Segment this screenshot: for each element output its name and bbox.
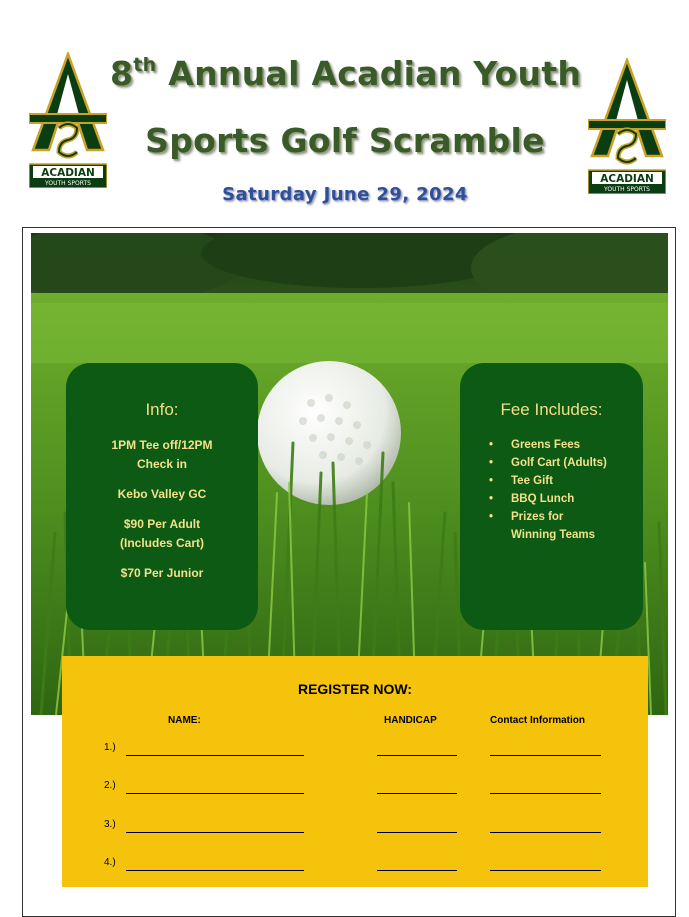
handicap-field-line[interactable] — [377, 870, 457, 871]
info-venue-line: Kebo Valley GC — [117, 487, 207, 501]
info-tee-time — [66, 436, 258, 474]
fee-list — [489, 436, 611, 544]
row-number: 2.) — [104, 780, 116, 791]
register-row — [62, 857, 648, 873]
register-title: REGISTER NOW: — [297, 681, 413, 697]
event-date: Saturday June 29, 2024 — [222, 184, 468, 205]
page-title-line-1 — [110, 54, 580, 93]
info-panel-title: Info: — [145, 400, 179, 419]
register-section — [62, 656, 648, 887]
ays-logo-left — [29, 52, 107, 188]
register-row — [62, 742, 648, 758]
title-ordinal-suffix: th — [133, 54, 157, 76]
info-adult-price-line-1: $90 Per Adult — [123, 517, 201, 531]
logo-left-name: ACADIAN — [41, 167, 95, 179]
handicap-field-line[interactable] — [377, 755, 457, 756]
fee-item-tee-gift: • Tee Gift — [489, 472, 611, 490]
info-panel — [66, 363, 258, 630]
register-row — [62, 819, 648, 835]
info-tee-time-line-1: 1PM Tee off/12PM — [111, 438, 213, 452]
row-number: 1.) — [104, 742, 116, 753]
logo-right-name: ACADIAN — [600, 173, 654, 185]
handicap-field-line[interactable] — [377, 832, 457, 833]
column-header-contact: Contact Information — [490, 715, 585, 726]
info-junior-price-line: $70 Per Junior — [120, 566, 204, 580]
handicap-field-line[interactable] — [377, 793, 457, 794]
info-adult-price-line-2: (Includes Cart) — [119, 536, 204, 550]
row-number: 3.) — [104, 819, 116, 830]
info-panel-lines — [66, 436, 258, 594]
info-tee-time-line-2: Check in — [136, 457, 187, 471]
fee-panel-title: Fee Includes: — [500, 400, 603, 419]
contact-field-line[interactable] — [490, 832, 601, 833]
contact-field-line[interactable] — [490, 793, 601, 794]
info-adult-price — [66, 515, 258, 553]
row-number: 4.) — [104, 857, 116, 868]
column-header-name: NAME: — [168, 715, 201, 726]
fee-includes-panel — [460, 363, 643, 630]
column-header-handicap: HANDICAP — [384, 715, 437, 726]
title-line-1-text: Annual Acadian Youth — [168, 54, 582, 93]
fee-item-golf-cart: • Golf Cart (Adults) — [489, 454, 611, 472]
name-field-line[interactable] — [126, 755, 304, 756]
logo-right-subtitle: YOUTH SPORTS — [604, 186, 650, 193]
info-junior-price — [66, 564, 258, 583]
ays-logo-right — [588, 58, 666, 194]
fee-item-prizes: • Prizes for Winning Teams — [489, 508, 611, 544]
page-title-line-2: Sports Golf Scramble — [145, 121, 545, 160]
register-row — [62, 780, 648, 796]
title-ordinal-number: 8 — [110, 54, 134, 93]
fee-item-bbq-lunch: • BBQ Lunch — [489, 490, 611, 508]
fee-item-greens-fees: • Greens Fees — [489, 436, 611, 454]
name-field-line[interactable] — [126, 832, 304, 833]
logo-left-subtitle: YOUTH SPORTS — [45, 180, 91, 187]
contact-field-line[interactable] — [490, 755, 601, 756]
info-venue — [66, 485, 258, 504]
name-field-line[interactable] — [126, 870, 304, 871]
contact-field-line[interactable] — [490, 870, 601, 871]
name-field-line[interactable] — [126, 793, 304, 794]
